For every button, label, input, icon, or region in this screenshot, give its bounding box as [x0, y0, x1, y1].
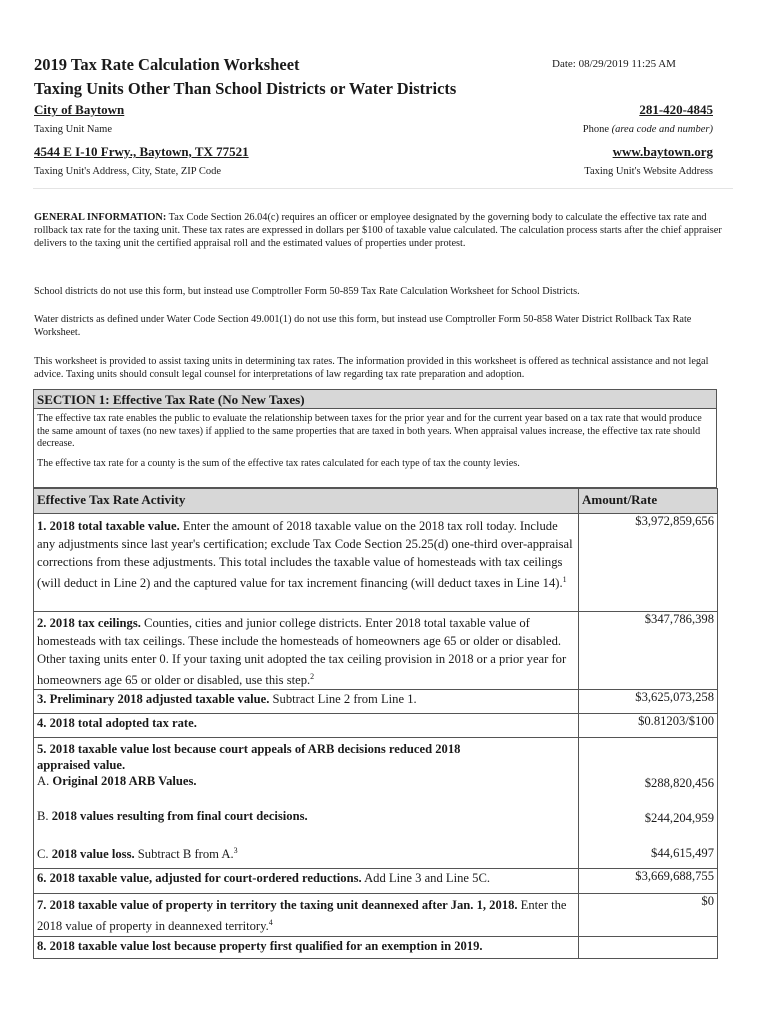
table-row [34, 612, 718, 690]
line-5-description: 5. 2018 taxable value lost because court appeals of ARB decisions reduced 2018 appraised value. A. Original 2018 ARB Values. B. 2018 values resulting from final court decisions. C. 2018 value loss. Subtract B from A.$^3$ [34, 738, 579, 869]
activity-column-header: Effective Tax Rate Activity [34, 489, 579, 514]
section-1-header: SECTION 1: Effective Tax Rate (No New Taxes) [33, 389, 717, 409]
disclaimer: This worksheet is provided to assist taxing units in determining tax rates. The information provided in this worksheet is offered as technical assistance and not legal advice. Taxing units should consult legal counsel for interpretations of law regarding tax rate preparation and adoption. [34, 356, 709, 380]
water-district-note: Water districts as defined under Water Code Section 49.001(1) do not use this form, but instead use Comptroller Form 50-858 Water District Rollback Tax Rate Worksheet. [34, 314, 692, 338]
table-row [34, 738, 718, 869]
phone-number: 281-420-4845 [639, 102, 713, 117]
line-5c-label: C. 2018 value loss. Subtract B from A.$^3$ [37, 846, 238, 862]
line-5a-label: A. Original 2018 ARB Values. [37, 774, 197, 789]
phone-label: Phone (area code and number) [582, 124, 713, 135]
line-6-description: 6. 2018 taxable value, adjusted for court-ordered reductions. Add Line 3 and Line 5C. [34, 869, 579, 894]
table-row [34, 894, 718, 937]
table-header-row [34, 489, 718, 514]
amount-column-header: Amount/Rate [579, 489, 718, 514]
line-7-description: 7. 2018 taxable value of property in territory the taxing unit deannexed after Jan. 1, 2018. Enter the 2018 value of property in deannexed territory.$^4$ [34, 894, 579, 937]
taxing-unit-address: 4544 E I-10 Frwy., Baytown, TX 77521 [34, 144, 249, 159]
taxing-unit-name: City of Baytown [34, 102, 125, 117]
taxing-unit-name-label: Taxing Unit Name [34, 124, 112, 135]
table-row [34, 514, 718, 612]
line-3-description: 3. Preliminary 2018 adjusted taxable value. Subtract Line 2 from Line 1. [34, 690, 579, 714]
section-1-county-note: The effective tax rate for a county is the sum of the effective tax rates calculated for each type of tax the county levies. [37, 457, 520, 469]
line-2-description: 2. 2018 tax ceilings. Counties, cities and junior college districts. Enter 2018 total taxable value of homesteads with tax ceilings. These include the homesteads of homeowners age 65 or older or disabled. Other taxing units enter 0. If your taxing unit adopted the tax ceiling provision in 2018 or a prior year for homeowners age 65 or older or disabled, use this step.$^2$ [34, 612, 579, 690]
effective-tax-rate-table [33, 488, 718, 959]
form-date: Date: 08/29/2019 11:25 AM [552, 58, 676, 70]
line-4-description: 4. 2018 total adopted tax rate. [34, 714, 579, 738]
line-5a-amount: $288,820,456 [644, 776, 714, 791]
line-5c-amount: $44,615,497 [651, 846, 714, 861]
form-title: 2019 Tax Rate Calculation Worksheet [34, 55, 300, 74]
website-address: www.baytown.org [612, 144, 713, 159]
table-row [34, 937, 718, 959]
form-subtitle: Taxing Units Other Than School Districts or Water Districts [34, 79, 457, 98]
line-5-amounts [579, 738, 718, 869]
school-district-note: School districts do not use this form, but instead use Comptroller Form 50-859 Tax Rate Calculation Worksheet for School Districts. [34, 286, 580, 297]
general-information: GENERAL INFORMATION: Tax Code Section 26.04(c) requires an officer or employee designated by the governing body to calculate the effective tax rate and rollback tax rate for the taxing unit. These tax rates are expressed in dollars per $100 of taxable value calculated. The calculation process starts after the chief appraiser delivers to the taxing unit the certified appraisal roll and the estimated values of properties under protest. [34, 212, 722, 249]
line-5b-label: B. 2018 values resulting from final court decisions. [37, 809, 308, 824]
section-1-intro-text: The effective tax rate enables the public to evaluate the relationship between taxes for the prior year and for the current year based on a tax rate that would produce the same amount of taxes (no new taxes) if applied to the same properties that are taxed in both years. When appraisal values increase, the effective tax rate should decrease. [37, 413, 702, 449]
line-1-description: 1. 2018 total taxable value. Enter the amount of 2018 taxable value on the 2018 tax roll today. Include any adjustments since last year's certification; exclude Tax Code Section 25.25(d) one-third over-appraisal corrections from these adjustments. This total includes the taxable value of homesteads with tax ceilings (will deduct in Line 2) and the captured value for tax increment financing (will deduct taxes in Line 14).$^1$ [34, 514, 579, 612]
line-5b-amount: $244,204,959 [644, 811, 714, 826]
address-label: Taxing Unit's Address, City, State, ZIP Code [34, 166, 222, 177]
line-3-amount: $3,625,073,258 [579, 690, 718, 714]
table-row [34, 690, 718, 714]
line-4-amount: $0.81203/$100 [579, 714, 718, 738]
line-6-amount: $3,669,688,755 [579, 869, 718, 894]
website-label: Taxing Unit's Website Address [584, 166, 713, 177]
table-row [34, 714, 718, 738]
line-8-amount [579, 937, 718, 959]
line-7-amount: $0 [579, 894, 718, 937]
header-divider [33, 188, 733, 189]
line-1-amount: $3,972,859,656 [579, 514, 718, 612]
line-2-amount: $347,786,398 [579, 612, 718, 690]
table-row [34, 869, 718, 894]
section-1-intro [33, 409, 717, 488]
line-8-description: 8. 2018 taxable value lost because property first qualified for an exemption in 2019. [34, 937, 579, 959]
